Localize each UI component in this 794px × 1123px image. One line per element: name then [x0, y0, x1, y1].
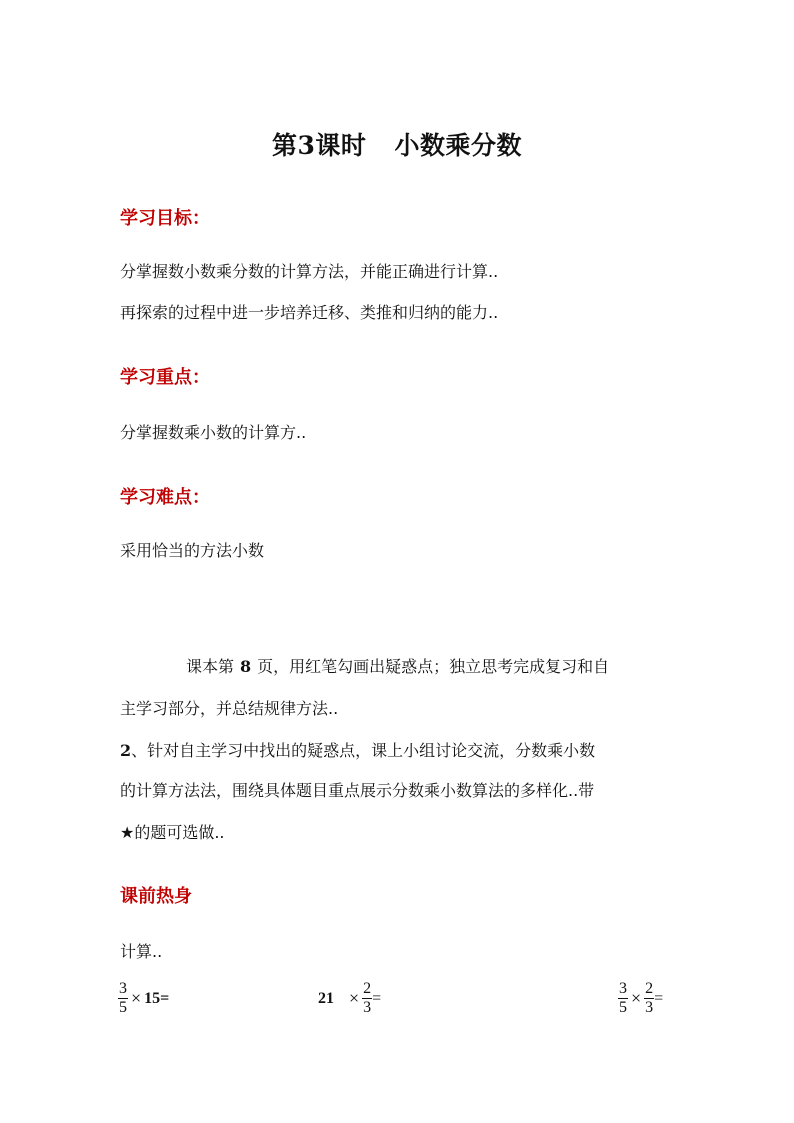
instruction-2-line-1: 2、针对自主学习中找出的疑惑点，课上小组讨论交流，分数乘小数 [120, 741, 596, 760]
exercise-1: $\frac{3}{5}$ × 15= [119, 980, 170, 1016]
goals-line-1: 分掌握数小数乘分数的计算方法，并能正确进行计算.. [120, 262, 499, 281]
exercise-3: $\frac{3}{5}$ × $\frac{2}{3}$ = [619, 980, 664, 1016]
goals-line-2: 再探索的过程中进一步培养迁移、类推和归纳的能力.. [120, 303, 499, 322]
key-heading: 学习重点： [120, 367, 210, 388]
fraction: $\frac{3}{5}$ [119, 980, 127, 1016]
times-sign: × [131, 988, 142, 1008]
instruction-2-line-3: ★的题可选做.. [120, 823, 225, 842]
lesson-number: 第3课时 [272, 131, 367, 160]
times-sign: × [631, 988, 642, 1008]
warmup-prompt: 计算.. [120, 942, 163, 961]
instruction-1-line-1: 课本第 8 页，用红笔勾画出疑惑点；独立思考完成复习和自 [186, 657, 610, 676]
fraction: $\frac{3}{5}$ [619, 980, 627, 1016]
goals-heading: 学习目标： [120, 208, 210, 229]
difficulty-heading: 学习难点： [120, 487, 210, 508]
instruction-2-line-2: 的计算方法法，围绕具体题目重点展示分数乘小数算法的多样化..带 [120, 781, 595, 800]
times-sign: × [349, 988, 360, 1008]
instruction-1-line-2: 主学习部分，并总结规律方法.. [120, 699, 339, 718]
lesson-title [0, 126, 794, 162]
difficulty-line-1: 采用恰当的方法小数 [120, 541, 265, 560]
page-number: 8 [240, 657, 252, 676]
key-line-1: 分掌握数乘小数的计算方.. [120, 423, 307, 442]
exercise-2: 21 × $\frac{2}{3}$ = [318, 980, 382, 1016]
fraction: $\frac{2}{3}$ [645, 980, 654, 1016]
lesson-topic: 小数乘分数 [394, 131, 522, 160]
fraction: $\frac{2}{3}$ [363, 980, 372, 1016]
warmup-heading: 课前热身 [120, 886, 192, 907]
